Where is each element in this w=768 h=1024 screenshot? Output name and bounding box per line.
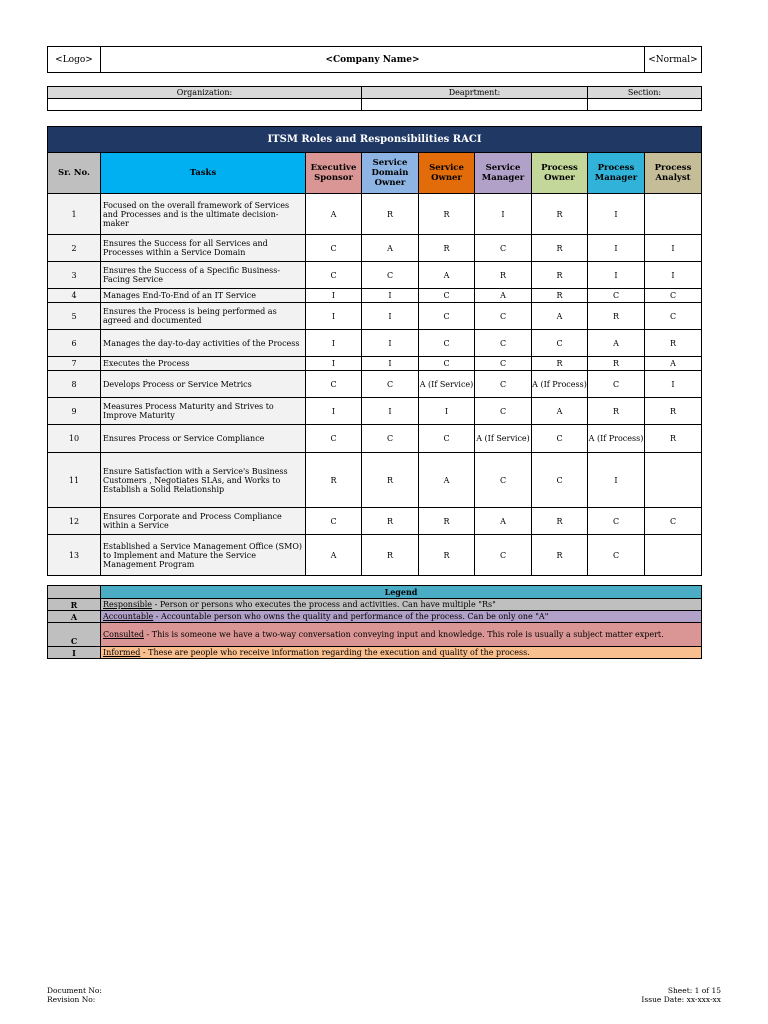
- raci-value-cell: C: [475, 235, 532, 262]
- document-header: [47, 46, 702, 73]
- sr-no-cell: 8: [48, 371, 101, 398]
- legend-text: - This is someone we have a two-way conversation conveying input and knowledge. This role is usually a subject matter expert.: [143, 630, 664, 639]
- task-cell: Ensure Satisfaction with a Service's Business Customers , Negotiates SLAs, and Works to Establish a Solid Relationship: [101, 453, 306, 508]
- raci-value-cell: I: [645, 235, 702, 262]
- sr-no-cell: 6: [48, 330, 101, 357]
- raci-row: [48, 398, 702, 425]
- sr-no-cell: 13: [48, 535, 101, 576]
- raci-value-cell: C: [419, 330, 475, 357]
- raci-row: [48, 425, 702, 453]
- raci-value-cell: A: [306, 535, 362, 576]
- raci-value-cell: I: [588, 262, 645, 289]
- legend-description: [101, 611, 702, 623]
- raci-value-cell: C: [645, 303, 702, 330]
- raci-value-cell: [645, 194, 702, 235]
- raci-value-cell: C: [306, 425, 362, 453]
- raci-value-cell: C: [475, 453, 532, 508]
- task-cell: Ensures Corporate and Process Compliance within a Service: [101, 508, 306, 535]
- raci-value-cell: C: [362, 371, 419, 398]
- raci-value-cell: C: [532, 330, 588, 357]
- raci-value-cell: C: [645, 508, 702, 535]
- company-name: <Company Name>: [101, 47, 645, 73]
- col-header-process-manager: Process Manager: [588, 153, 645, 194]
- raci-value-cell: I: [475, 194, 532, 235]
- raci-row: [48, 289, 702, 303]
- legend-row: [48, 647, 702, 659]
- raci-row: [48, 262, 702, 289]
- raci-value-cell: I: [419, 398, 475, 425]
- raci-table: [47, 126, 702, 576]
- task-cell: Ensures the Success of a Specific Business-Facing Service: [101, 262, 306, 289]
- footer-left: [47, 986, 102, 1004]
- raci-value-cell: C: [588, 535, 645, 576]
- task-cell: Ensures Process or Service Compliance: [101, 425, 306, 453]
- raci-value-cell: I: [362, 357, 419, 371]
- sr-no-cell: 5: [48, 303, 101, 330]
- raci-row: [48, 371, 702, 398]
- raci-value-cell: C: [419, 303, 475, 330]
- sr-no-cell: 4: [48, 289, 101, 303]
- task-cell: Manages End-To-End of an IT Service: [101, 289, 306, 303]
- raci-value-cell: C: [475, 303, 532, 330]
- raci-value-cell: A: [306, 194, 362, 235]
- issue-date: Issue Date: xx-xxx-xx: [641, 995, 721, 1004]
- raci-row: [48, 357, 702, 371]
- sr-no-cell: 1: [48, 194, 101, 235]
- raci-value-cell: C: [475, 357, 532, 371]
- raci-value-cell: R: [419, 235, 475, 262]
- legend-key: I: [48, 647, 101, 659]
- raci-value-cell: A (If Process): [588, 425, 645, 453]
- raci-value-cell: C: [362, 425, 419, 453]
- raci-value-cell: C: [588, 289, 645, 303]
- legend-key: A: [48, 611, 101, 623]
- col-header-service-manager: Service Manager: [475, 153, 532, 194]
- raci-value-cell: R: [532, 289, 588, 303]
- legend-title: Legend: [101, 586, 702, 599]
- legend-term: Informed: [103, 648, 141, 657]
- footer-right: [641, 986, 721, 1004]
- raci-value-cell: A: [532, 398, 588, 425]
- sr-no-cell: 7: [48, 357, 101, 371]
- legend-term: Consulted: [103, 630, 144, 639]
- department-label: Deaprtment:: [362, 87, 588, 99]
- legend-row: [48, 623, 702, 647]
- raci-value-cell: C: [306, 371, 362, 398]
- raci-value-cell: C: [306, 508, 362, 535]
- raci-value-cell: C: [419, 357, 475, 371]
- col-header-service-domain-owner: Service Domain Owner: [362, 153, 419, 194]
- sr-no-cell: 10: [48, 425, 101, 453]
- col-header-process-owner: Process Owner: [532, 153, 588, 194]
- raci-value-cell: R: [588, 303, 645, 330]
- raci-value-cell: C: [588, 508, 645, 535]
- section-label: Section:: [588, 87, 702, 99]
- raci-value-cell: I: [306, 398, 362, 425]
- raci-value-cell: I: [306, 303, 362, 330]
- sr-no-cell: 11: [48, 453, 101, 508]
- raci-value-cell: I: [362, 289, 419, 303]
- raci-value-cell: R: [306, 453, 362, 508]
- raci-value-cell: R: [419, 535, 475, 576]
- raci-value-cell: R: [362, 194, 419, 235]
- raci-value-cell: I: [362, 330, 419, 357]
- raci-value-cell: R: [419, 508, 475, 535]
- legend-description: [101, 599, 702, 611]
- task-cell: Develops Process or Service Metrics: [101, 371, 306, 398]
- raci-value-cell: C: [475, 330, 532, 357]
- raci-row: [48, 330, 702, 357]
- raci-title: ITSM Roles and Responsibilities RACI: [48, 127, 702, 153]
- raci-row: [48, 194, 702, 235]
- raci-value-cell: R: [645, 425, 702, 453]
- raci-row: [48, 535, 702, 576]
- raci-value-cell: A: [475, 508, 532, 535]
- sr-no-cell: 12: [48, 508, 101, 535]
- raci-value-cell: R: [532, 535, 588, 576]
- organization-label: Organization:: [48, 87, 362, 99]
- raci-value-cell: R: [419, 194, 475, 235]
- raci-value-cell: I: [645, 371, 702, 398]
- legend-text: - Person or persons who executes the process and activities. Can have multiple "Rs": [152, 600, 496, 609]
- legend-key-header: [48, 586, 101, 599]
- raci-value-cell: C: [419, 425, 475, 453]
- raci-value-cell: A: [475, 289, 532, 303]
- raci-value-cell: C: [475, 535, 532, 576]
- sr-no-cell: 3: [48, 262, 101, 289]
- raci-value-cell: R: [362, 535, 419, 576]
- raci-value-cell: C: [362, 262, 419, 289]
- sheet-number: Sheet: 1 of 15: [667, 986, 721, 995]
- raci-value-cell: I: [588, 194, 645, 235]
- raci-value-cell: R: [588, 357, 645, 371]
- org-info-table: [47, 86, 702, 111]
- legend-row: [48, 611, 702, 623]
- raci-value-cell: I: [588, 453, 645, 508]
- revision-no-label: Revision No:: [47, 995, 96, 1004]
- raci-value-cell: A (If Service): [419, 371, 475, 398]
- raci-row: [48, 235, 702, 262]
- legend-text: - Accountable person who owns the quality and performance of the process. Can be only one "A": [153, 612, 549, 621]
- raci-value-cell: I: [362, 398, 419, 425]
- task-cell: Executes the Process: [101, 357, 306, 371]
- raci-value-cell: I: [645, 262, 702, 289]
- raci-value-cell: C: [588, 371, 645, 398]
- raci-value-cell: A: [645, 357, 702, 371]
- raci-value-cell: C: [419, 289, 475, 303]
- raci-value-cell: A: [419, 262, 475, 289]
- raci-value-cell: I: [306, 330, 362, 357]
- raci-value-cell: R: [645, 330, 702, 357]
- department-value: [362, 99, 588, 111]
- legend-description: [101, 647, 702, 659]
- raci-value-cell: R: [362, 508, 419, 535]
- logo-placeholder: <Logo>: [48, 47, 101, 73]
- raci-value-cell: C: [475, 371, 532, 398]
- raci-value-cell: A: [588, 330, 645, 357]
- raci-value-cell: A (If Service): [475, 425, 532, 453]
- raci-value-cell: R: [532, 262, 588, 289]
- raci-column-headers: [48, 153, 702, 194]
- task-cell: Ensures the Process is being performed as agreed and documented: [101, 303, 306, 330]
- raci-value-cell: R: [532, 508, 588, 535]
- raci-value-cell: R: [475, 262, 532, 289]
- task-cell: Focused on the overall framework of Services and Processes and is the ultimate decision-maker: [101, 194, 306, 235]
- raci-value-cell: R: [532, 357, 588, 371]
- raci-value-cell: A (If Process): [532, 371, 588, 398]
- legend-text: - These are people who receive information regarding the execution and quality of the process.: [140, 648, 530, 657]
- raci-value-cell: I: [362, 303, 419, 330]
- legend-description: [101, 623, 702, 647]
- raci-value-cell: A: [532, 303, 588, 330]
- raci-value-cell: R: [645, 398, 702, 425]
- section-value: [588, 99, 702, 111]
- task-cell: Manages the day-to-day activities of the Process: [101, 330, 306, 357]
- legend-term: Accountable: [103, 612, 154, 621]
- raci-value-cell: R: [532, 194, 588, 235]
- task-cell: Established a Service Management Office (SMO) to Implement and Mature the Service Management Program: [101, 535, 306, 576]
- raci-value-cell: R: [362, 453, 419, 508]
- raci-value-cell: C: [475, 398, 532, 425]
- raci-value-cell: R: [532, 235, 588, 262]
- task-cell: Ensures the Success for all Services and Processes within a Service Domain: [101, 235, 306, 262]
- raci-value-cell: I: [306, 289, 362, 303]
- raci-value-cell: A: [362, 235, 419, 262]
- organization-value: [48, 99, 362, 111]
- col-header-sr-no: Sr. No.: [48, 153, 101, 194]
- legend-table: [47, 585, 702, 659]
- raci-value-cell: R: [588, 398, 645, 425]
- document-no-label: Document No:: [47, 986, 102, 995]
- raci-value-cell: C: [306, 262, 362, 289]
- legend-key: C: [48, 623, 101, 647]
- raci-value-cell: C: [306, 235, 362, 262]
- raci-value-cell: A: [419, 453, 475, 508]
- raci-value-cell: C: [532, 425, 588, 453]
- raci-value-cell: C: [645, 289, 702, 303]
- col-header-executive-sponsor: Executive Sponsor: [306, 153, 362, 194]
- col-header-process-analyst: Process Analyst: [645, 153, 702, 194]
- raci-value-cell: [645, 535, 702, 576]
- col-header-tasks: Tasks: [101, 153, 306, 194]
- raci-row: [48, 508, 702, 535]
- col-header-service-owner: Service Owner: [419, 153, 475, 194]
- task-cell: Measures Process Maturity and Strives to Improve Maturity: [101, 398, 306, 425]
- classification-label: <Normal>: [645, 47, 702, 73]
- sr-no-cell: 9: [48, 398, 101, 425]
- legend-term: Responsible: [103, 600, 153, 609]
- raci-row: [48, 303, 702, 330]
- raci-value-cell: I: [306, 357, 362, 371]
- raci-value-cell: I: [588, 235, 645, 262]
- legend-key: R: [48, 599, 101, 611]
- legend-row: [48, 599, 702, 611]
- raci-value-cell: [645, 453, 702, 508]
- raci-row: [48, 453, 702, 508]
- raci-value-cell: C: [532, 453, 588, 508]
- sr-no-cell: 2: [48, 235, 101, 262]
